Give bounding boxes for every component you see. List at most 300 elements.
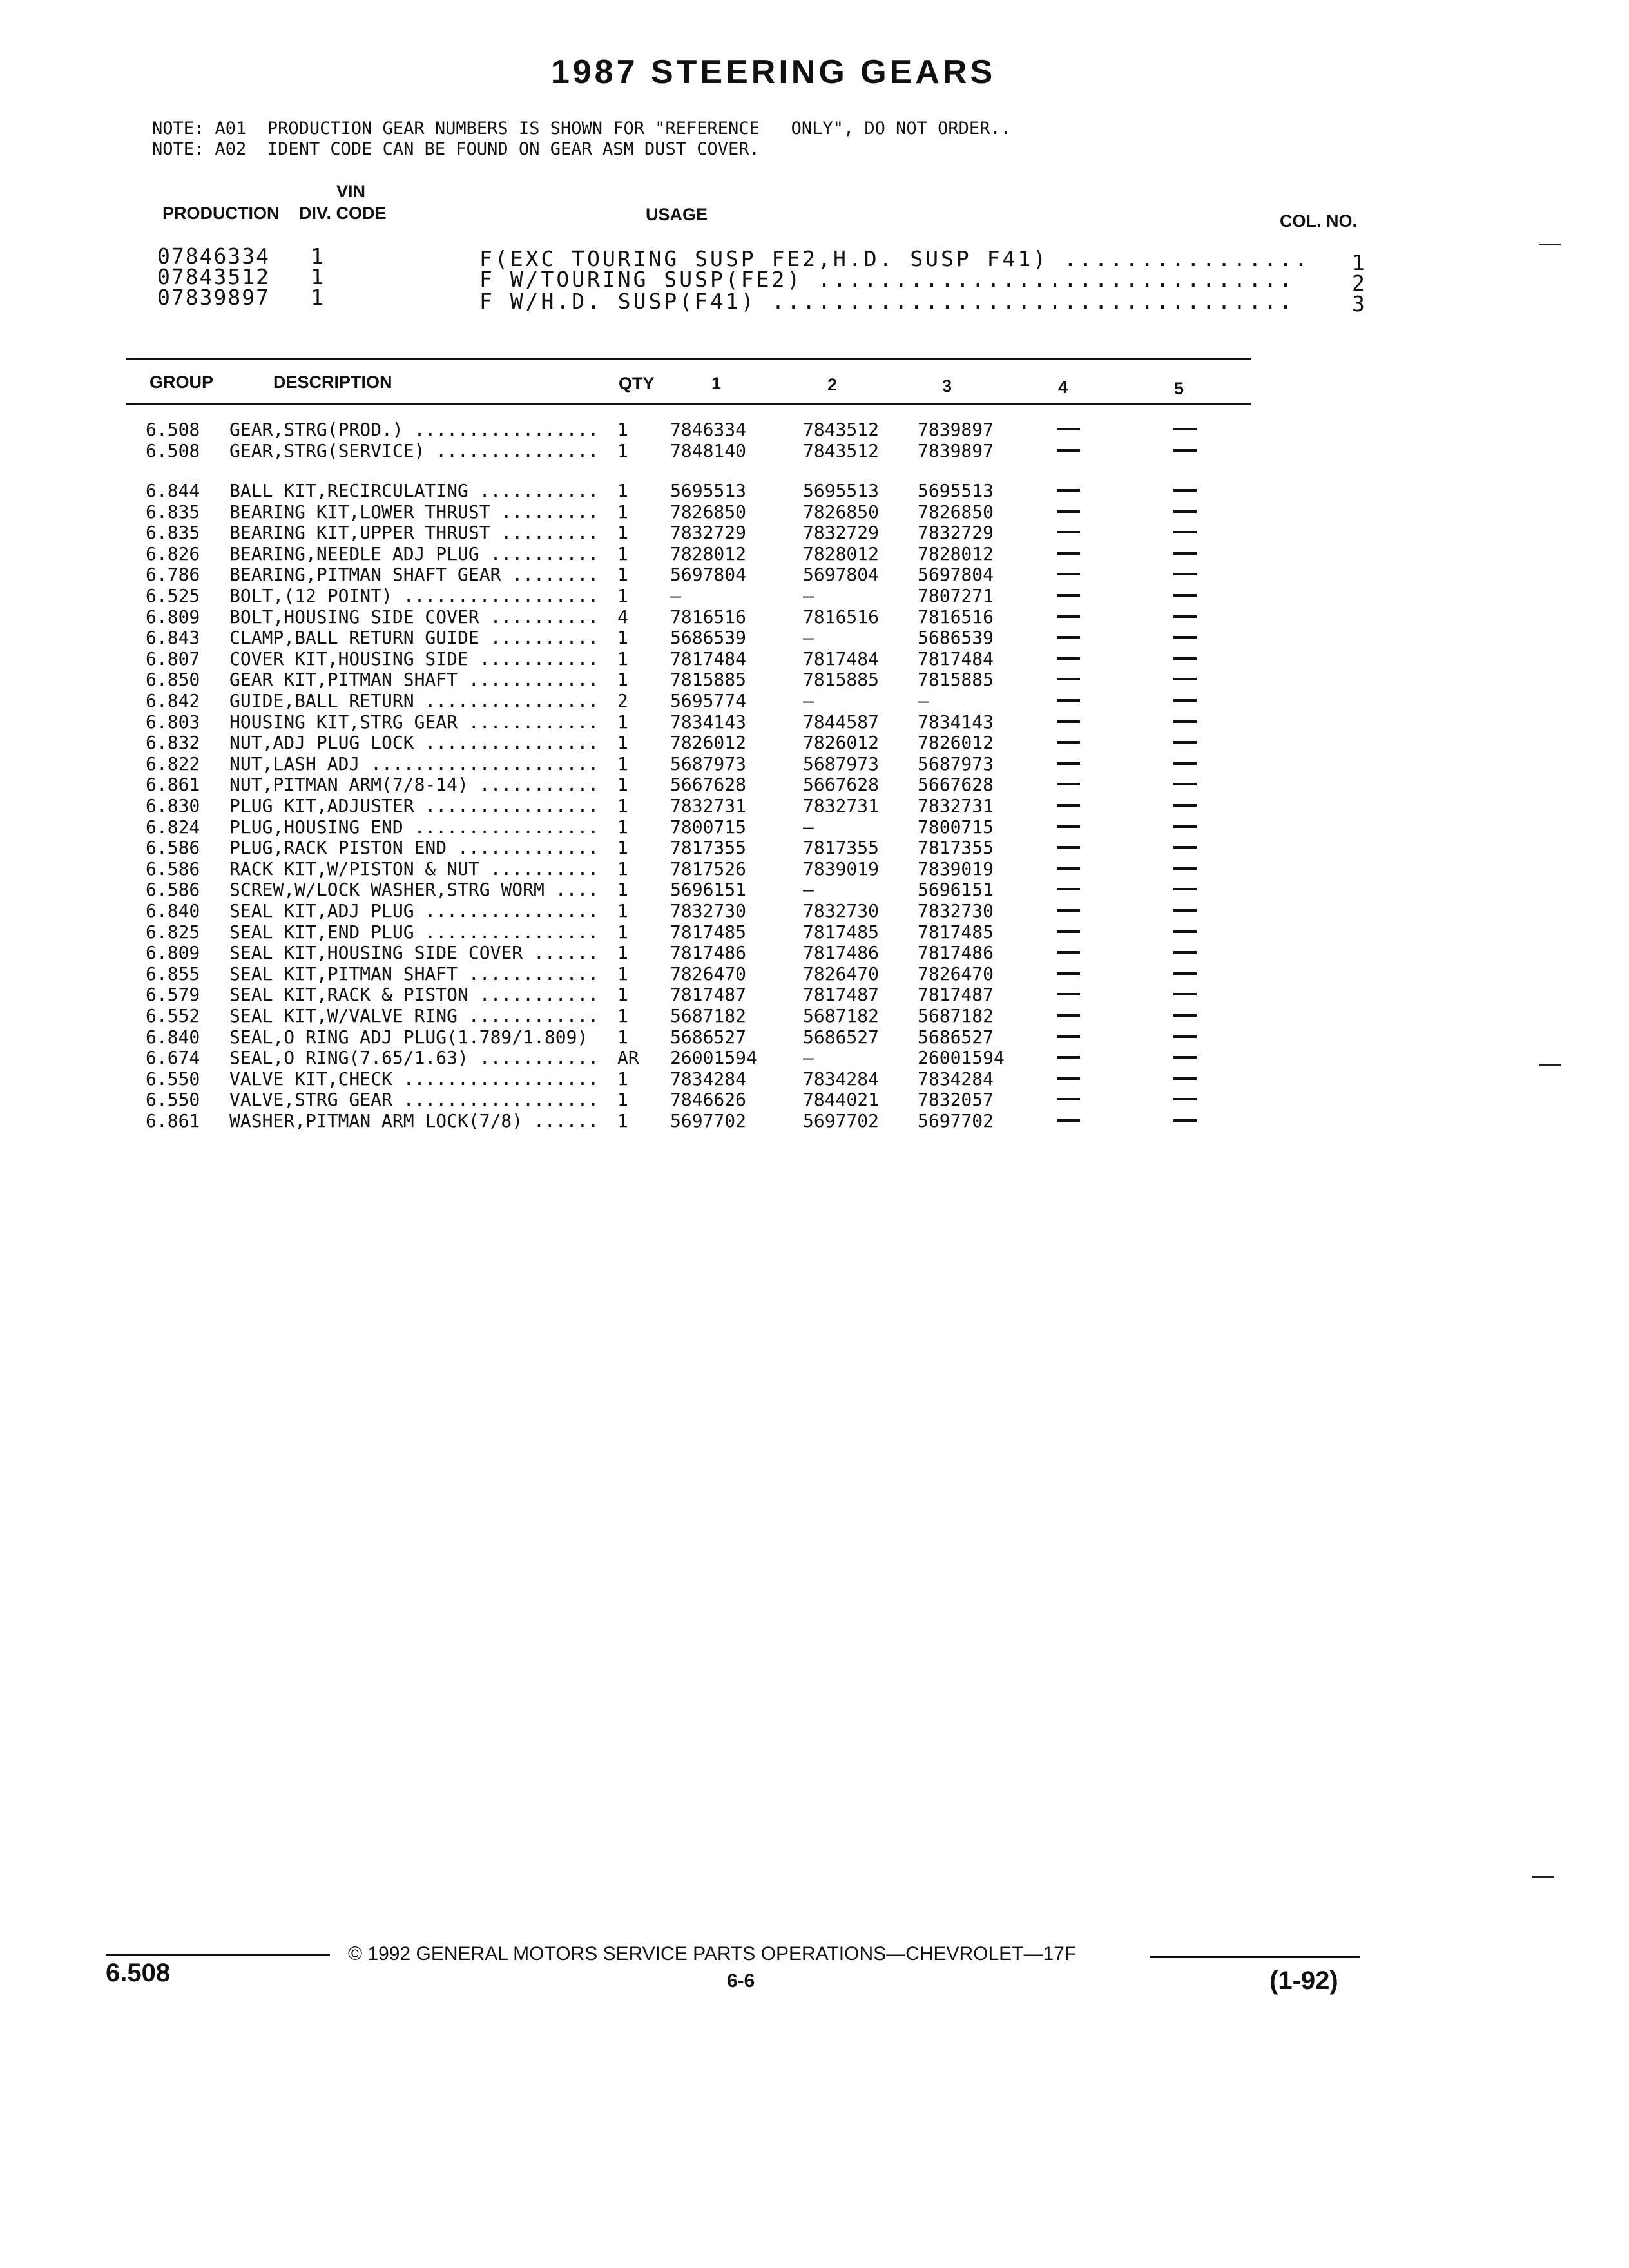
part-number-col-3: 7828012 [918,543,994,564]
part-number-col-3: 5687973 [918,753,994,774]
part-group: 6.844 [146,480,200,501]
part-number-col-3: 7839019 [918,858,994,879]
footer-left-rule [106,1954,330,1956]
part-number-col-1: 26001594 [670,1047,757,1069]
empty-col-5-dash [1173,1077,1197,1080]
empty-col-4-dash [1057,783,1080,785]
part-description: VALVE,STRG GEAR .................. [229,1089,599,1111]
part-qty: 1 [617,585,628,606]
qty-header: QTY [619,374,655,393]
empty-col-5-dash [1173,888,1197,890]
empty-col-4-dash [1057,1077,1080,1080]
part-number-col-2: 7844587 [803,711,880,733]
empty-col-4-dash [1057,699,1080,702]
part-number-col-1: 7826012 [670,732,747,754]
empty-col-4-dash [1057,930,1080,933]
part-description: GEAR,STRG(SERVICE) ............... [229,439,599,461]
part-qty: 1 [617,921,628,943]
table-row [0,942,1629,963]
part-group: 6.809 [146,942,200,964]
part-group: 6.579 [146,984,200,1006]
part-number-col-1: 7834284 [670,1068,747,1090]
table-row [0,480,1629,501]
part-description: SEAL KIT,ADJ PLUG ................ [229,900,599,921]
table-row [0,564,1629,585]
part-group: 6.835 [146,501,200,523]
empty-col-5-dash [1173,867,1197,870]
usage-production: 07846334 [157,244,270,269]
empty-col-4-dash [1057,993,1080,995]
part-number-col-2: 7839019 [803,858,880,879]
part-number-col-3: 7817486 [918,942,994,964]
empty-col-4-dash [1057,762,1080,765]
part-number-col-2: 7832730 [803,900,880,921]
empty-col-4-dash [1057,531,1080,533]
part-number-col-3: 5697804 [918,564,994,586]
part-number-col-1: 5697804 [670,564,747,586]
part-description: SEAL KIT,PITMAN SHAFT ............ [229,963,599,985]
empty-col-5-dash [1173,762,1197,765]
part-group: 6.832 [146,732,200,754]
part-number-col-2: 7834284 [803,1068,880,1090]
empty-col-4-dash [1057,678,1080,680]
group-header: GROUP [149,372,214,392]
part-group: 6.674 [146,1047,200,1069]
empty-col-5-dash [1173,720,1197,723]
part-number-col-2: — [803,627,814,649]
table-row [0,627,1629,648]
empty-col-4-dash [1057,552,1080,555]
part-group: 6.824 [146,816,200,838]
part-number-col-2: 7826470 [803,963,880,985]
column-1-header: 1 [711,374,722,393]
part-qty: 1 [617,648,628,669]
part-number-col-3: 7832729 [918,522,994,544]
part-number-col-3: 7826012 [918,732,994,754]
part-qty: 1 [617,564,628,586]
table-row [0,648,1629,669]
empty-col-5-dash [1173,1014,1197,1017]
part-number-col-1: 7832731 [670,795,747,816]
part-qty: 1 [617,858,628,879]
usage-col: 3 [1352,291,1366,316]
part-description: NUT,ADJ PLUG LOCK ................ [229,732,599,754]
table-row [0,585,1629,606]
empty-col-5-dash [1173,594,1197,597]
table-row [0,921,1629,943]
part-description: WASHER,PITMAN ARM LOCK(7/8) ...... [229,1110,599,1131]
part-qty: 1 [617,1110,628,1131]
part-number-col-2: 5695513 [803,480,880,501]
part-number-col-1: 7815885 [670,669,747,691]
part-number-col-2: 5687182 [803,1005,880,1026]
empty-col-5-dash [1173,825,1197,828]
part-qty: 1 [617,1089,628,1111]
part-number-col-3: 7817484 [918,648,994,669]
usage-description: F(EXC TOURING SUSP FE2,H.D. SUSP F41) ................ [479,246,1310,271]
part-qty: 1 [617,501,628,523]
part-qty: 1 [617,1068,628,1090]
part-number-col-1: 7846626 [670,1089,747,1111]
copyright-line: © 1992 GENERAL MOTORS SERVICE PARTS OPERATIONS—CHEVROLET—17F [348,1943,1077,1965]
table-row [0,1026,1629,1048]
part-group: 6.855 [146,963,200,985]
table-row [0,753,1629,774]
empty-col-4-dash [1057,720,1080,723]
part-qty: 1 [617,419,628,440]
empty-col-4-dash [1057,636,1080,639]
part-qty: 1 [617,942,628,964]
table-row [0,690,1629,711]
part-group: 6.809 [146,606,200,628]
margin-mark [1532,1876,1554,1878]
part-number-col-3: 7834143 [918,711,994,733]
part-number-col-2: 7844021 [803,1089,880,1111]
part-number-col-3: 7834284 [918,1068,994,1090]
part-description: SCREW,W/LOCK WASHER,STRG WORM .... [229,879,599,901]
part-description: BEARING,PITMAN SHAFT GEAR ........ [229,564,599,586]
part-number-col-3: 7826470 [918,963,994,985]
usage-div: 1 [311,285,325,310]
part-number-col-3: 7832057 [918,1089,994,1111]
part-description: SEAL KIT,W/VALVE RING ............ [229,1005,599,1026]
empty-col-4-dash [1057,972,1080,975]
part-number-col-1: 7817355 [670,837,747,859]
part-qty: 1 [617,669,628,691]
part-group: 6.508 [146,439,200,461]
part-number-col-1: 7826470 [670,963,747,985]
margin-mark [1539,1064,1561,1066]
empty-col-4-dash [1057,489,1080,492]
part-number-col-2: 7817355 [803,837,880,859]
table-row [0,501,1629,523]
empty-col-4-dash [1057,825,1080,828]
empty-col-5-dash [1173,951,1197,954]
part-number-col-2: 7828012 [803,543,880,564]
part-number-col-1: 7834143 [670,711,747,733]
page-title: 1987 STEERING GEARS [550,53,996,91]
table-header-rule [126,403,1251,405]
production-label: PRODUCTION [162,204,280,223]
part-number-col-1: 5695513 [670,480,747,501]
empty-col-4-dash [1057,428,1080,430]
empty-col-4-dash [1057,449,1080,452]
usage-description: F W/TOURING SUSP(FE2) ............................... [479,267,1295,292]
empty-col-5-dash [1173,489,1197,492]
empty-col-5-dash [1173,428,1197,430]
part-group: 6.835 [146,522,200,544]
group-number: 6.508 [106,1959,171,1987]
part-number-col-3: 7839897 [918,439,994,461]
vin-label: VIN [336,182,366,201]
table-row [0,1068,1629,1090]
part-description: SEAL KIT,RACK & PISTON ........... [229,984,599,1006]
part-number-col-1: 7848140 [670,439,747,461]
empty-col-5-dash [1173,678,1197,680]
table-row [0,858,1629,879]
part-number-col-2: 7843512 [803,439,880,461]
empty-col-4-dash [1057,1056,1080,1059]
margin-mark [1539,244,1561,245]
empty-col-5-dash [1173,636,1197,639]
empty-col-4-dash [1057,888,1080,890]
part-number-col-1: 7828012 [670,543,747,564]
part-qty: 1 [617,984,628,1006]
empty-col-4-dash [1057,510,1080,513]
part-qty: 1 [617,543,628,564]
table-row [0,1005,1629,1026]
empty-col-5-dash [1173,741,1197,744]
part-number-col-2: 7832731 [803,795,880,816]
empty-col-5-dash [1173,1056,1197,1059]
usage-col: 2 [1352,271,1366,296]
part-group: 6.552 [146,1005,200,1026]
part-number-col-2: 7815885 [803,669,880,691]
part-group: 6.840 [146,1026,200,1048]
table-row [0,522,1629,543]
part-qty: 1 [617,480,628,501]
part-number-col-3: 5697702 [918,1110,994,1131]
part-qty: 1 [617,522,628,544]
part-number-col-3: 7832731 [918,795,994,816]
part-number-col-2: 7826012 [803,732,880,754]
part-description: BEARING,NEEDLE ADJ PLUG .......... [229,543,599,564]
part-number-col-3: 7817487 [918,984,994,1006]
empty-col-4-dash [1057,909,1080,912]
part-number-col-1: 7817486 [670,942,747,964]
part-group: 6.825 [146,921,200,943]
part-group: 6.850 [146,669,200,691]
usage-col: 1 [1352,250,1366,275]
part-number-col-2: — [803,585,814,606]
note-a01: NOTE: A01 PRODUCTION GEAR NUMBERS IS SHOWN FOR "REFERENCE ONLY", DO NOT ORDER.. [152,119,1011,139]
part-qty: 4 [617,606,628,628]
part-number-col-1: 7832730 [670,900,747,921]
part-group: 6.803 [146,711,200,733]
table-row [0,900,1629,921]
part-description: SEAL,O RING ADJ PLUG(1.789/1.809) [229,1026,599,1048]
part-group: 6.586 [146,879,200,901]
div-code-label: DIV. CODE [299,204,387,223]
empty-col-5-dash [1173,699,1197,702]
table-row [0,879,1629,900]
empty-col-5-dash [1173,552,1197,555]
part-description: PLUG,RACK PISTON END ............. [229,837,599,859]
part-description: PLUG,HOUSING END ................. [229,816,599,838]
part-number-col-1: 5687973 [670,753,747,774]
part-description: GEAR KIT,PITMAN SHAFT ............ [229,669,599,691]
part-number-col-3: 7816516 [918,606,994,628]
part-number-col-3: 7817485 [918,921,994,943]
part-group: 6.830 [146,795,200,816]
part-group: 6.861 [146,774,200,796]
column-3-header: 3 [942,376,952,396]
empty-col-5-dash [1173,1119,1197,1122]
part-number-col-2: 5697702 [803,1110,880,1131]
part-number-col-2: 7826850 [803,501,880,523]
empty-col-4-dash [1057,1014,1080,1017]
part-qty: 1 [617,837,628,859]
part-number-col-3: 26001594 [918,1047,1005,1069]
part-number-col-2: 7817487 [803,984,880,1006]
part-description: NUT,LASH ADJ ..................... [229,753,599,774]
part-description: CLAMP,BALL RETURN GUIDE .......... [229,627,599,649]
note-a02: NOTE: A02 IDENT CODE CAN BE FOUND ON GEAR ASM DUST COVER. [152,139,760,159]
empty-col-5-dash [1173,1098,1197,1100]
part-number-col-1: 7817485 [670,921,747,943]
empty-col-5-dash [1173,615,1197,618]
part-qty: 1 [617,774,628,796]
table-row [0,669,1629,690]
part-number-col-2: — [803,816,814,838]
table-row [0,440,1629,461]
empty-col-5-dash [1173,804,1197,807]
part-group: 6.861 [146,1110,200,1131]
table-row [0,837,1629,858]
empty-col-5-dash [1173,930,1197,933]
table-row [0,963,1629,985]
part-number-col-3: — [918,690,929,711]
part-number-col-2: 7817484 [803,648,880,669]
table-row [0,984,1629,1005]
part-number-col-2: 7817486 [803,942,880,964]
part-group: 6.807 [146,648,200,669]
part-number-col-1: 7816516 [670,606,747,628]
empty-col-4-dash [1057,657,1080,660]
part-number-col-2: 7817485 [803,921,880,943]
part-group: 6.550 [146,1089,200,1111]
part-qty: 1 [617,753,628,774]
part-description: BOLT,(12 POINT) .................. [229,585,599,606]
part-qty: AR [617,1047,639,1069]
table-row [0,1110,1629,1131]
usage-label: USAGE [646,205,708,224]
part-group: 6.508 [146,419,200,440]
part-number-col-1: 7832729 [670,522,747,544]
table-row [0,711,1629,733]
part-number-col-3: 5696151 [918,879,994,901]
column-5-header: 5 [1174,379,1184,398]
part-description: GEAR,STRG(PROD.) ................. [229,419,599,440]
part-number-col-3: 7839897 [918,419,994,440]
part-description: BEARING KIT,UPPER THRUST ......... [229,522,599,544]
empty-col-4-dash [1057,951,1080,954]
part-number-col-3: 7817355 [918,837,994,859]
part-qty: 1 [617,900,628,921]
part-group: 6.550 [146,1068,200,1090]
empty-col-5-dash [1173,531,1197,533]
footer-right-rule [1150,1956,1360,1958]
part-qty: 1 [617,879,628,901]
empty-col-4-dash [1057,867,1080,870]
empty-col-5-dash [1173,993,1197,995]
empty-col-5-dash [1173,972,1197,975]
part-qty: 1 [617,795,628,816]
part-description: PLUG KIT,ADJUSTER ................ [229,795,599,816]
part-number-col-1: 7817484 [670,648,747,669]
part-number-col-1: 5695774 [670,690,747,711]
empty-col-4-dash [1057,1098,1080,1100]
empty-col-4-dash [1057,846,1080,849]
part-number-col-1: 7826850 [670,501,747,523]
part-number-col-2: 5697804 [803,564,880,586]
part-description: COVER KIT,HOUSING SIDE ........... [229,648,599,669]
empty-col-4-dash [1057,1119,1080,1122]
part-number-col-1: 5696151 [670,879,747,901]
empty-col-4-dash [1057,804,1080,807]
table-row [0,816,1629,838]
part-description: BOLT,HOUSING SIDE COVER .......... [229,606,599,628]
part-group: 6.525 [146,585,200,606]
table-row [0,419,1629,440]
table-row [0,1089,1629,1110]
usage-production: 07839897 [157,285,270,310]
column-2-header: 2 [827,375,838,394]
empty-col-4-dash [1057,573,1080,575]
part-qty: 1 [617,711,628,733]
table-row [0,774,1629,795]
part-description: BEARING KIT,LOWER THRUST ......... [229,501,599,523]
part-number-col-2: 5667628 [803,774,880,796]
part-number-col-1: 5687182 [670,1005,747,1026]
empty-col-5-dash [1173,1035,1197,1038]
part-number-col-3: 5695513 [918,480,994,501]
usage-div: 1 [311,244,325,269]
part-number-col-3: 7815885 [918,669,994,691]
empty-col-4-dash [1057,615,1080,618]
empty-col-5-dash [1173,449,1197,452]
empty-col-5-dash [1173,783,1197,785]
part-number-col-3: 5686539 [918,627,994,649]
part-group: 6.826 [146,543,200,564]
part-number-col-1: 5686539 [670,627,747,649]
part-group: 6.840 [146,900,200,921]
empty-col-4-dash [1057,741,1080,744]
part-qty: 1 [617,963,628,985]
table-row [0,732,1629,753]
usage-description: F W/H.D. SUSP(F41) .................................. [479,289,1295,314]
part-group: 6.843 [146,627,200,649]
part-group: 6.842 [146,690,200,711]
part-number-col-2: — [803,1047,814,1069]
part-number-col-2: 7843512 [803,419,880,440]
part-number-col-1: 5667628 [670,774,747,796]
part-qty: 1 [617,627,628,649]
usage-div: 1 [311,264,325,289]
part-number-col-1: 7817487 [670,984,747,1006]
page-number: 6-6 [727,1970,755,1992]
table-row [0,606,1629,628]
part-qty: 1 [617,1005,628,1026]
part-number-col-1: 5697702 [670,1110,747,1131]
part-qty: 2 [617,690,628,711]
description-header: DESCRIPTION [273,372,392,392]
table-row [0,795,1629,816]
part-qty: 1 [617,816,628,838]
part-description: GUIDE,BALL RETURN ................ [229,690,599,711]
table-row [0,1047,1629,1068]
part-group: 6.586 [146,858,200,879]
part-number-col-2: — [803,690,814,711]
part-description: RACK KIT,W/PISTON & NUT .......... [229,858,599,879]
part-number-col-3: 5687182 [918,1005,994,1026]
col-no-label: COL. NO. [1280,211,1357,231]
part-number-col-3: 5667628 [918,774,994,796]
empty-col-5-dash [1173,657,1197,660]
part-number-col-1: 7800715 [670,816,747,838]
part-qty: 1 [617,439,628,461]
part-number-col-1: 7817526 [670,858,747,879]
